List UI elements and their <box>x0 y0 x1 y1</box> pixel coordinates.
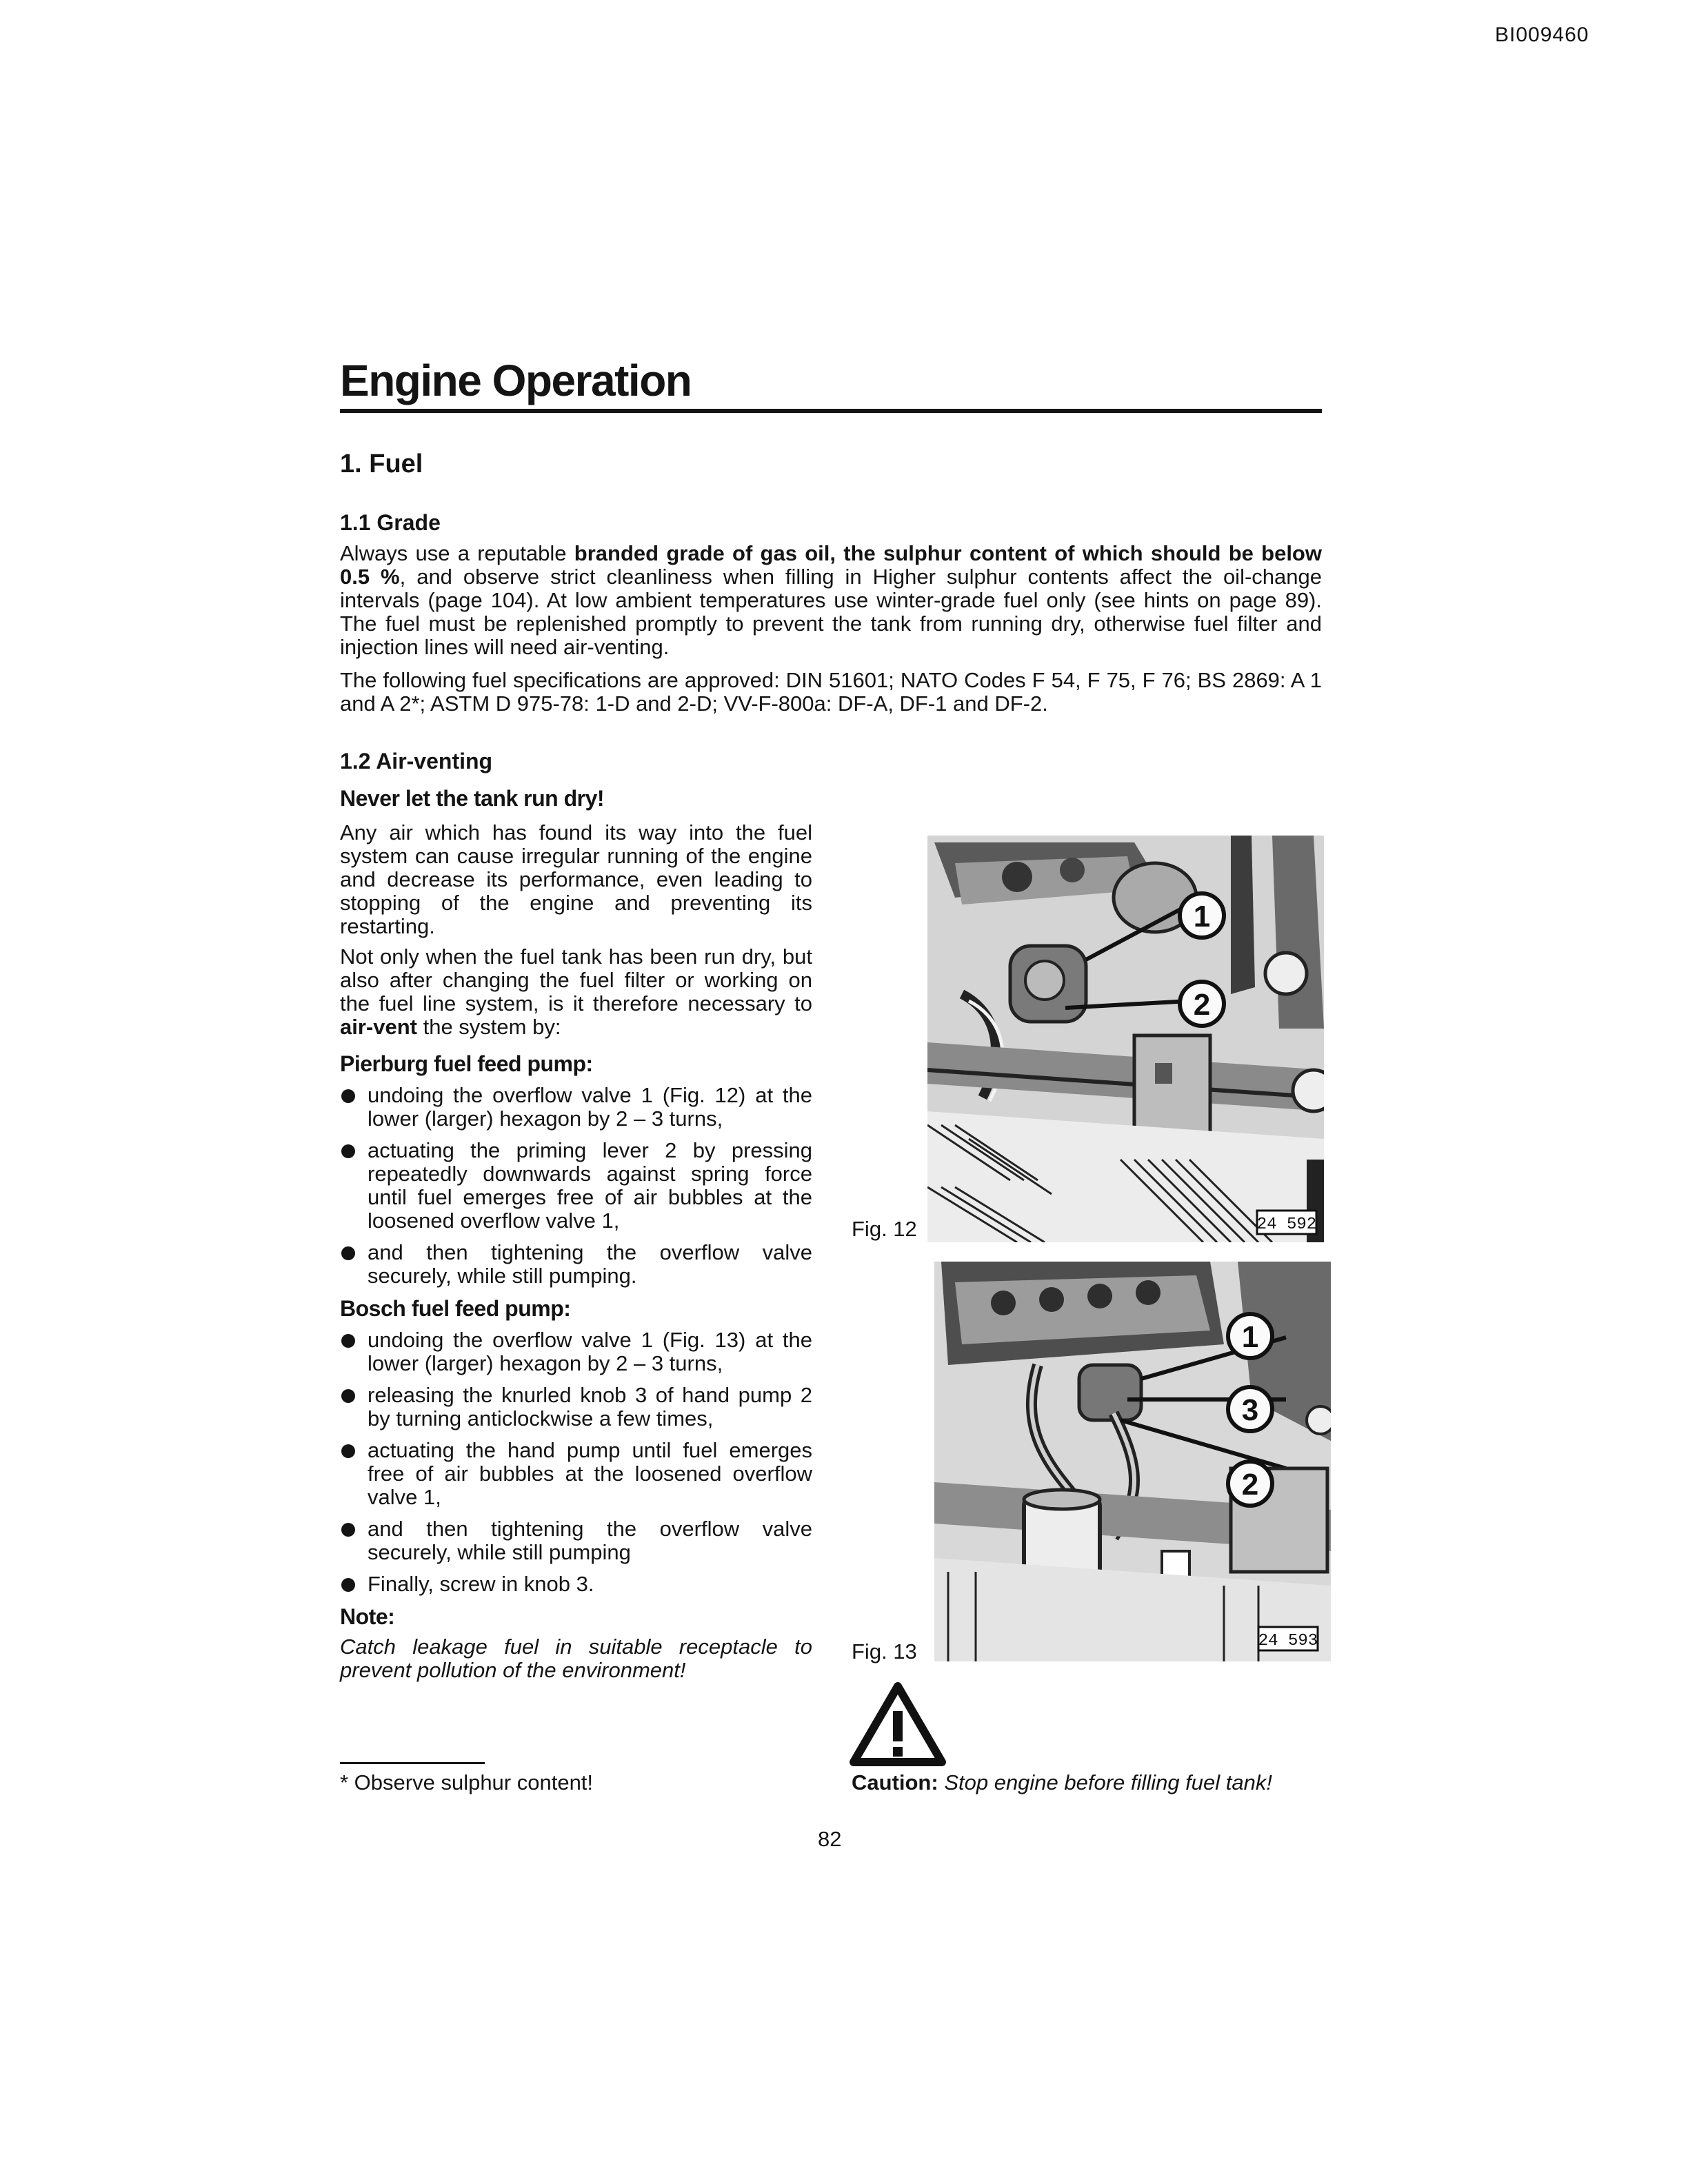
pierburg-steps-list <box>340 1084 812 1288</box>
title-rule <box>340 409 1322 413</box>
fig-13-callout-1 <box>1228 1314 1272 1358</box>
fig-13-label: Fig. 13 <box>852 1639 917 1664</box>
bullet-icon <box>341 1578 355 1592</box>
subsection-heading-grade: 1.1 Grade <box>340 510 441 535</box>
warning-triangle-icon <box>850 1682 946 1766</box>
footnote: * Observe sulphur content! <box>340 1770 594 1794</box>
grade-text-rest: , and observe strict cleanliness when filling in Higher sulphur contents affect the oil-change intervals (page 104). At low ambient temperatures use winter-grade fuel only (see hints on page 89). The fuel must be replenished promptly to prevent the tank from running dry, otherwise fuel filter and injection lines will need air-venting. <box>340 565 1322 659</box>
fig-13-engine-photo <box>934 1262 1331 1661</box>
fig-12-callout-1-text: 1 <box>1193 900 1211 933</box>
list-item-text: and then tightening the overflow valve securely, while still pumping. <box>368 1240 812 1288</box>
bullet-icon <box>341 1389 355 1403</box>
list-item-text: releasing the knurled knob 3 of hand pump 2 by turning anticlockwise a few times, <box>368 1383 812 1430</box>
fig-12-code: 24 592 <box>1256 1215 1317 1234</box>
list-item <box>340 1517 812 1564</box>
bullet-icon <box>341 1444 355 1458</box>
caution-label: Caution: <box>852 1770 938 1794</box>
list-item <box>340 1384 812 1430</box>
grade-text-bold: branded grade of gas oil, the sulphur content of which should be below 0.5 % <box>340 541 1322 589</box>
bosch-steps-list <box>340 1328 812 1596</box>
never-run-dry-warning: Never let the tank run dry! <box>340 786 605 811</box>
page-number: 82 <box>818 1827 842 1851</box>
note-label: Note: <box>340 1604 395 1629</box>
fig-13-code: 24 593 <box>1258 1632 1318 1650</box>
fig-13-callout-2 <box>1228 1462 1272 1506</box>
note-text: Catch leakage fuel in suitable receptacle to prevent pollution of the environment! <box>340 1635 812 1682</box>
list-item <box>340 1241 812 1288</box>
bullet-icon <box>341 1246 355 1260</box>
grade-paragraph-2: The following fuel specifications are approved: DIN 51601; NATO Codes F 54, F 75, F 76; BS 2869: A 1 and A 2*; ASTM D 975-78: 1-D and 2-D; VV-F-800a: DF-A, DF-1 and DF-2. <box>340 668 1322 716</box>
list-item-text: actuating the priming lever 2 by pressing repeatedly downwards against spring force until fuel emerges free of air bubbles at the loosened overflow valve 1, <box>368 1138 812 1233</box>
list-item-text: actuating the hand pump until fuel emerges free of air bubbles at the loosened overflow valve 1, <box>368 1438 812 1509</box>
air-venting-paragraph-2 <box>340 945 812 1039</box>
footnote-rule <box>340 1762 485 1764</box>
grade-text-intro: Always use a reputable <box>340 541 574 565</box>
air-venting-paragraph-1: Any air which has found its way into the fuel system can cause irregular running of the engine and decrease its performance, even leading to stopping of the engine and preventing its restarting. <box>340 820 812 938</box>
document-id: BI009460 <box>1495 23 1589 46</box>
fig-12-callout-1 <box>1180 893 1224 938</box>
air-venting-text-c: the system by: <box>416 1015 561 1039</box>
pierburg-pump-label: Pierburg fuel feed pump: <box>340 1051 593 1076</box>
list-item <box>340 1328 812 1375</box>
fig-13-callout-3-text: 3 <box>1241 1393 1259 1427</box>
subsection-heading-air-venting: 1.2 Air-venting <box>340 749 493 774</box>
fig-13-callout-1-text: 1 <box>1241 1320 1259 1354</box>
fig-12-callout-2 <box>1180 982 1224 1026</box>
list-item-text: undoing the overflow valve 1 (Fig. 13) at the lower (larger) hexagon by 2 – 3 turns, <box>368 1328 812 1375</box>
list-item <box>340 1439 812 1509</box>
list-item <box>340 1084 812 1131</box>
fig-13-callout-2-text: 2 <box>1241 1468 1259 1502</box>
section-heading-fuel: 1. Fuel <box>340 449 423 478</box>
list-item <box>340 1139 812 1233</box>
fig-13-callout-3 <box>1228 1387 1272 1431</box>
bosch-pump-label: Bosch fuel feed pump: <box>340 1296 571 1321</box>
list-item-text: Finally, screw in knob 3. <box>368 1572 594 1596</box>
bullet-icon <box>341 1144 355 1158</box>
fig-12-engine-photo <box>927 836 1324 1242</box>
air-vent-bold: air-vent <box>340 1015 417 1039</box>
bullet-icon <box>341 1523 355 1537</box>
fig-12-label: Fig. 12 <box>852 1217 917 1241</box>
list-item-text: undoing the overflow valve 1 (Fig. 12) at the lower (larger) hexagon by 2 – 3 turns, <box>368 1083 812 1131</box>
list-item <box>340 1573 812 1596</box>
bullet-icon <box>341 1089 355 1103</box>
page-title: Engine Operation <box>340 356 692 405</box>
caution-text <box>852 1770 1272 1795</box>
caution-message: Stop engine before filling fuel tank! <box>938 1770 1272 1794</box>
list-item-text: and then tightening the overflow valve securely, while still pumping <box>368 1517 812 1564</box>
fig-12-callout-2-text: 2 <box>1193 988 1211 1022</box>
bullet-icon <box>341 1334 355 1348</box>
grade-paragraph-1 <box>340 542 1322 659</box>
left-column <box>340 786 812 1682</box>
air-venting-text-a: Not only when the fuel tank has been run dry, but also after changing the fuel filter or working on the fuel line system, is it therefore necessary to <box>340 944 812 1015</box>
